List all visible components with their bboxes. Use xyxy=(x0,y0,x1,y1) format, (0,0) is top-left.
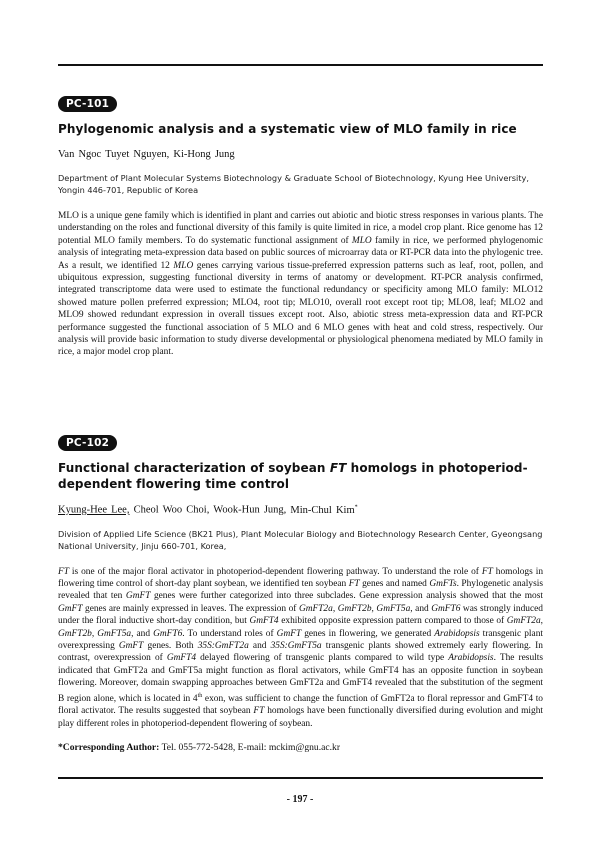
text-run-italic: FT xyxy=(253,706,265,717)
text-run: genes are mainly expressed in leaves. The expression of xyxy=(82,603,299,614)
corresponding-author xyxy=(58,742,543,753)
author-list xyxy=(58,149,543,160)
text-run-italic: GmFT2a xyxy=(298,603,333,614)
text-run: genes and named xyxy=(359,578,430,589)
text-run: MLO is a unique gene family which is identified in plant and carries out abiotic and biotic stress responses in various plants. The understanding on the roles and functional diversity of this family is quite limited in rice, a model crop plant. Rice genome has 12 potential MLO family members. To do systematic functional assignment of xyxy=(58,211,543,246)
text-run-italic: GmFT xyxy=(276,628,302,639)
text-run-italic: GmFTs xyxy=(429,578,457,589)
text-run: , xyxy=(332,603,338,614)
text-run-italic: FT xyxy=(58,566,69,577)
text-run-italic: FT xyxy=(481,566,493,577)
author-name: Min-Chul Kim xyxy=(290,504,355,516)
text-run-italic: 35S:GmFT2a xyxy=(197,640,249,651)
text-run: genes carrying various tissue-preferred expression patterns such as leaf, root, pollen, and ubiquitous expression, suggesting functional diversity in terms of anatomy or development. RT-PCR analysis confirmed, integrated transcriptome data were used to estimate the functional redundancy or specificity among MLO family: MLO12 showed mature pollen preferred expression; MLO4, root tip; MLO10, overall root except root tip; MLO8, leaf; MLO2 and MLO9 showed redundant expression in overall tissues except root. Also, abiotic stress meta-expression data and RT-PCR performance suggested the functional association of 5 MLO and 6 MLO genes with heat and cold stress, respectively. Our analysis will provide basic information to study diverse developmental or physiological phenomena mediated by MLO family in rice, a major model crop plant. xyxy=(58,260,544,358)
text-run-italic: 35S:GmFT5a xyxy=(270,640,322,651)
text-run: genes were further categorized into three subclades. Gene expression analysis showed that the most xyxy=(150,591,543,602)
text-run: homologs have been functionally diversified during evolution and might play different roles in photoperiod-dependent flowering of soybean. xyxy=(58,706,543,729)
bottom-rule xyxy=(58,777,543,779)
text-run-italic: GmFT2b xyxy=(337,603,372,614)
abstract-title xyxy=(58,460,543,492)
author: Wook-Hun Jung, xyxy=(213,504,287,516)
text-run-italic: Arabidopsis xyxy=(434,628,480,639)
text-run-italic: GmFT4 xyxy=(249,616,279,627)
text-run: . To understand roles of xyxy=(182,628,277,639)
text-run: genes in flowering, we generated xyxy=(301,628,435,639)
text-run: transgenic plants showed extremely early flowering. In contrast, overexpression of xyxy=(58,640,543,664)
title-run: Functional characterization of soybean xyxy=(58,461,330,475)
title-run-italic: FT xyxy=(329,461,347,475)
affiliation: Division of Applied Life Science (BK21 Plus), Plant Molecular Biology and Biotechnology Research Center, Gyeongsang National University, Jinju 660-701, Korea, xyxy=(58,528,543,551)
text-run-italic: GmFT xyxy=(58,603,83,614)
text-run: family in rice, we performed phylogenomic analysis of integrating meta-expression data based on public sources of microarray data or RT-PCR data into the phylogenic tree. As a result, we identified 12 xyxy=(58,235,543,271)
text-run: delayed flowering of transgenic plants compared to wild type xyxy=(196,653,449,664)
text-run: exhibited opposite expression pattern compared to those of xyxy=(278,616,507,627)
author xyxy=(290,505,357,516)
text-run: was strongly induced under the floral inductive short-day condition, but xyxy=(58,603,543,627)
corresponding-contact: Tel. 055-772-5428, E-mail: mckim@gnu.ac.kr xyxy=(159,741,341,753)
text-run: and xyxy=(248,640,271,651)
text-run: transgenic plant overexpressing xyxy=(58,628,543,651)
abstract-body xyxy=(58,566,543,730)
text-run: is one of the major floral activator in photoperiod-dependent flowering pathway. To understand the role of xyxy=(68,566,482,577)
abstract-id-badge: PC-101 xyxy=(58,96,117,112)
author: Cheol Woo Choi, xyxy=(133,504,210,516)
affiliation: Department of Plant Molecular Systems Biotechnology & Graduate School of Biotechnology, Kyung Hee University, Yongin 446-701, Republic of Korea xyxy=(58,173,529,195)
top-rule xyxy=(58,64,543,66)
text-run: homologs in flowering time control of short-day plant soybean, we identified ten soybean xyxy=(58,566,544,589)
abstract-title: Phylogenomic analysis and a systematic view of MLO family in rice xyxy=(58,122,517,136)
author: Ki-Hong Jung xyxy=(173,149,235,160)
text-run: , xyxy=(91,628,98,639)
text-run: , and xyxy=(410,603,432,614)
author-presenting: Kyung-Hee Lee, xyxy=(58,504,130,516)
author: Van Ngoc Tuyet Nguyen, xyxy=(58,149,170,160)
text-run-italic: FT xyxy=(348,578,360,589)
text-run: . The results indicated that GmFT2a and GmFT5a might function as floral activators, while GmFT4 has an opposite function in soybean flowering. Moreover, domain swapping approaches between GmFT2a and GmFT4 revealed that the substitution of the segment B region alone, which is located in 4 xyxy=(58,653,543,704)
abstract-pc-102 xyxy=(58,433,543,753)
corresponding-label: *Corresponding Author: xyxy=(58,741,160,753)
text-run-italic: GmFT2b xyxy=(58,628,92,639)
text-run-italic: Arabidopsis xyxy=(448,653,494,664)
text-run-italic: GmFT5a xyxy=(97,628,132,639)
text-run-italic: GmFT5a xyxy=(376,603,411,614)
abstract-body xyxy=(58,210,543,359)
text-run: exon, was sufficient to change the function of GmFT2a to floral repressor and GmFT4 to floral activator. The results suggested that soybean xyxy=(58,693,543,717)
text-run: genes. Both xyxy=(143,640,198,651)
text-run: , xyxy=(371,603,377,614)
corresponding-mark: * xyxy=(354,504,358,510)
page-number: - 197 - xyxy=(286,794,314,805)
text-run-italic: GmFT xyxy=(118,640,144,651)
title-run: homologs in photoperiod-dependent flowering time control xyxy=(58,461,528,491)
text-run-italic: MLO xyxy=(351,235,372,246)
text-run-italic: GmFT2a xyxy=(506,616,541,627)
text-run: . Phylogenetic analysis revealed that ten xyxy=(58,578,544,602)
text-run-italic: GmFT6 xyxy=(431,603,461,614)
text-run-italic: GmFT4 xyxy=(166,653,197,664)
text-run: , xyxy=(540,616,543,627)
text-run: , and xyxy=(131,628,154,639)
text-run-italic: GmFT6 xyxy=(153,628,183,639)
abstract-id-badge: PC-102 xyxy=(58,435,117,451)
abstract-pc-101 xyxy=(58,94,543,359)
text-run-italic: MLO xyxy=(173,260,194,271)
text-run-italic: GmFT xyxy=(125,591,151,602)
text-run-superscript: th xyxy=(197,692,203,699)
author-list xyxy=(58,504,543,516)
